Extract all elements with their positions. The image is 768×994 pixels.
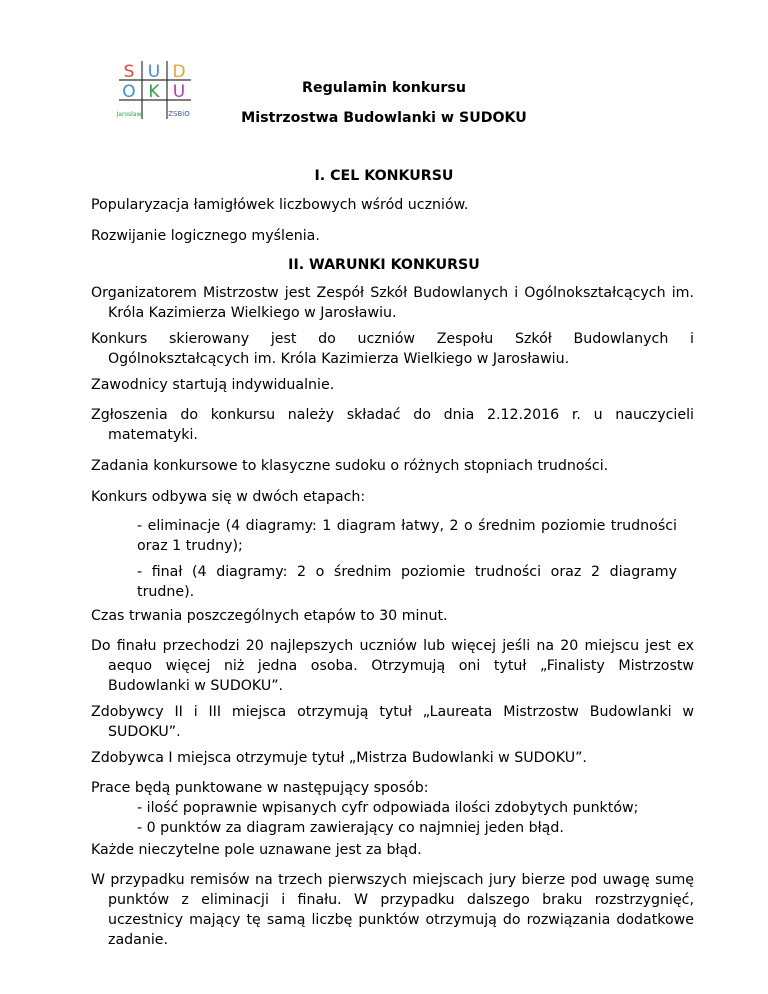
- paragraph-registration: Zgłoszenia do konkursu należy składać do dnia 2.12.2016 r. u nauczycieli matematyki.: [91, 407, 694, 443]
- paragraph-scoring-intro: Prace będą punktowane w następujący sposób:: [91, 780, 429, 796]
- logo-letter-u: U: [147, 62, 161, 82]
- paragraph-tasks: Zadania konkursowe to klasyczne sudoku o różnych stopniach trudności.: [91, 458, 609, 474]
- logo-letter-u2: U: [172, 82, 186, 102]
- list-item-stage-1: - eliminacje (4 diagramy: 1 diagram łatwy, 2 o średnim poziomie trudności oraz 1 trudny);: [137, 518, 677, 554]
- list-item-stage-2: - finał (4 diagramy: 2 o średnim poziomie trudności oraz 2 diagramy trudne).: [137, 564, 677, 600]
- paragraph-audience: Konkurs skierowany jest do uczniów Zespołu Szkół Budowlanych i Ogólnokształcących im. Króla Kazimierza Wielkiego w Jarosławiu.: [91, 331, 694, 367]
- paragraph-organizer: Organizatorem Mistrzostw jest Zespół Szkół Budowlanych i Ogólnokształcących im. Króla Kazimierza Wielkiego w Jarosławiu.: [91, 285, 694, 321]
- logo-letter-k: K: [148, 82, 160, 102]
- logo-caption-right: ZSBiO: [168, 110, 190, 118]
- paragraph-tie: W przypadku remisów na trzech pierwszych miejscach jury bierze pod uwagę sumę punktów z eliminacji i finału. W przypadku dalszego braku rozstrzygnięć, uczestnicy mający tę samą liczbę punktów otrzymują do rozwiązania dodatkowe zadanie.: [91, 872, 694, 948]
- logo-letter-d: D: [172, 62, 186, 82]
- document-subtitle: Mistrzostwa Budowlanki w SUDOKU: [241, 110, 527, 126]
- paragraph-individual: Zawodnicy startują indywidualnie.: [91, 377, 335, 393]
- section-heading-1: I. CEL KONKURSU: [314, 168, 454, 184]
- document-title: Regulamin konkursu: [302, 80, 466, 96]
- paragraph-laureates: Zdobywcy II i III miejsca otrzymują tytuł „Laureata Mistrzostw Budowlanki w SUDOKU”.: [91, 704, 694, 740]
- logo-letter-s: S: [123, 62, 135, 82]
- paragraph-winner: Zdobywca I miejsca otrzymuje tytuł „Mistrza Budowlanki w SUDOKU”.: [91, 750, 587, 766]
- paragraph-final: Do finału przechodzi 20 najlepszych uczniów lub więcej jeśli na 20 miejscu jest ex aequo więcej niż jedna osoba. Otrzymują oni tytuł „Finalisty Mistrzostw Budowlanki w SUDOKU”.: [91, 638, 694, 694]
- paragraph-duration: Czas trwania poszczególnych etapów to 30 minut.: [91, 608, 448, 624]
- paragraph-illegible: Każde nieczytelne pole uznawane jest za błąd.: [91, 842, 422, 858]
- scoring-block: [91, 778, 677, 838]
- paragraph-stages-intro: Konkurs odbywa się w dwóch etapach:: [91, 489, 366, 505]
- logo-letter-o: O: [122, 82, 136, 102]
- list-item-scoring-1: - ilość poprawnie wpisanych cyfr odpowiada ilości zdobytych punktów;: [137, 800, 639, 816]
- list-item-scoring-2: - 0 punktów za diagram zawierający co najmniej jeden błąd.: [137, 820, 564, 836]
- paragraph-goal-2: Rozwijanie logicznego myślenia.: [91, 228, 320, 244]
- logo-caption-left: Jarosław: [117, 111, 142, 118]
- paragraph-goal-1: Popularyzacja łamigłówek liczbowych wśród uczniów.: [91, 197, 469, 213]
- section-heading-2: II. WARUNKI KONKURSU: [288, 257, 480, 273]
